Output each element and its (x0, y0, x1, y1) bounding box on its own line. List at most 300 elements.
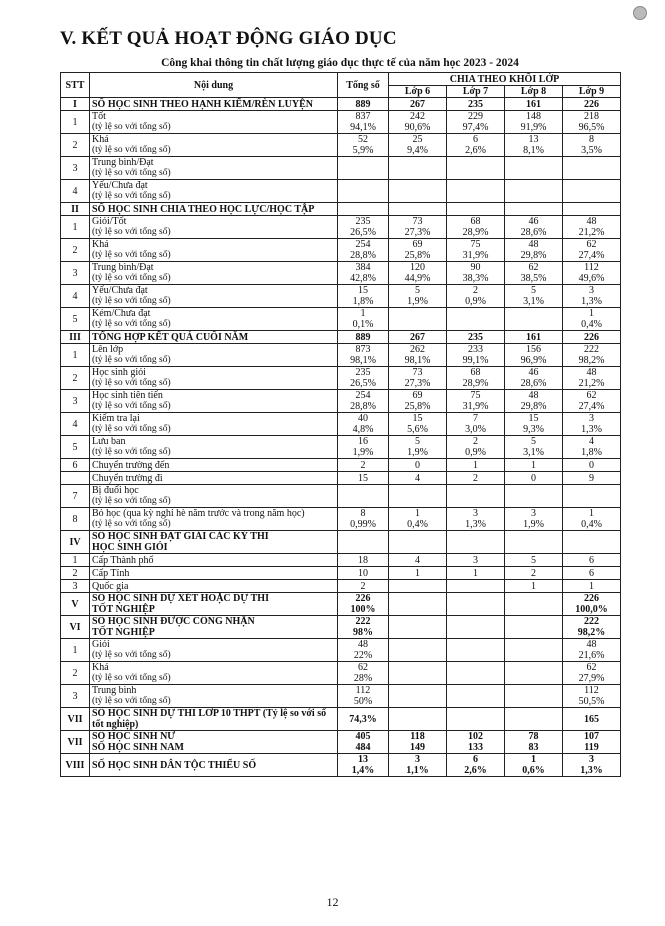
grade-9-cell (563, 285, 621, 308)
row-label-line: SỐ HỌC SINH NỮ (92, 731, 176, 742)
grade-6-value: 118 (410, 731, 425, 742)
grade-6-value: 0,4% (407, 519, 428, 530)
grade-8-value: 3,1% (523, 296, 544, 307)
grade-8-value: 62 (528, 262, 539, 273)
grade-9-value: 3,5% (581, 145, 602, 156)
grade-6-value: 90,6% (404, 122, 431, 133)
total-cell (338, 262, 389, 285)
row-label-line: Quốc gia (92, 580, 129, 592)
row-label (90, 134, 338, 157)
grade-9-value: 3 (589, 413, 594, 424)
total-value: 18 (358, 554, 368, 566)
grade-7-value: 75 (470, 239, 481, 250)
header-grade-group: CHIA THEO KHỐI LỚP (389, 73, 621, 86)
grade-6-cell (389, 111, 447, 134)
total-value: 100% (350, 604, 376, 615)
grade-8-cell (505, 134, 563, 157)
grade-7-value: 102 (468, 731, 483, 742)
grade-7-value: 3 (473, 554, 478, 566)
grade-9-value: 8 (589, 134, 594, 145)
grade-7-cell (447, 459, 505, 472)
table-row (61, 485, 621, 508)
table-row (61, 216, 621, 239)
grade-8-cell (505, 203, 563, 216)
table-row (61, 285, 621, 308)
grade-7-cell (447, 111, 505, 134)
grade-7-cell (447, 390, 505, 413)
total-cell (338, 616, 389, 639)
grade-9-value: 3 (589, 285, 594, 296)
grade-6-cell (389, 216, 447, 239)
grade-9-cell (563, 134, 621, 157)
grade-7-value: 68 (470, 216, 481, 227)
grade-6-cell (389, 708, 447, 731)
grade-9-cell (563, 459, 621, 472)
total-value: 10 (358, 567, 368, 579)
grade-7-value: 99,1% (462, 355, 489, 366)
total-value: 15 (358, 285, 368, 296)
row-label-line: (tỷ lệ so với tổng số) (92, 447, 171, 457)
row-label-line: SỐ HỌC SINH CHIA THEO HỌC LỰC/HỌC TẬP (92, 203, 315, 215)
grade-8-cell (505, 616, 563, 639)
grade-9-value: 218 (584, 111, 599, 122)
grade-7-value: 38,3% (462, 273, 489, 284)
total-value: 26,5% (350, 378, 376, 389)
grade-7-value: 90 (470, 262, 481, 273)
grade-7-value: 1 (473, 459, 478, 471)
grade-9-cell (563, 157, 621, 180)
row-label-line: Chuyển trường đến (92, 459, 170, 471)
grade-9-value: 49,6% (578, 273, 605, 284)
grade-8-cell (505, 593, 563, 616)
table-row (61, 134, 621, 157)
grade-7-cell (447, 485, 505, 508)
table-row (61, 580, 621, 593)
grade-8-value: 5 (531, 436, 536, 447)
row-label (90, 157, 338, 180)
grade-6-cell (389, 472, 447, 485)
table-row (61, 567, 621, 580)
grade-9-value: 226 (584, 98, 599, 110)
grade-8-cell (505, 331, 563, 344)
grade-8-cell (505, 308, 563, 331)
grade-8-cell (505, 180, 563, 203)
grade-6-value: 25 (412, 134, 423, 145)
row-number: 2 (61, 567, 90, 580)
row-number: 1 (61, 639, 90, 662)
total-value: 222 (355, 616, 371, 627)
row-label (90, 390, 338, 413)
grade-7-cell (447, 731, 505, 754)
row-number: V (61, 593, 90, 616)
grade-8-cell (505, 262, 563, 285)
grade-7-cell (447, 508, 505, 531)
grade-8-value: 29,8% (520, 250, 547, 261)
total-value: 4,8% (352, 424, 374, 435)
grade-6-cell (389, 639, 447, 662)
grade-7-value: 235 (468, 331, 483, 343)
grade-7-cell (447, 367, 505, 390)
grade-6-value: 73 (412, 367, 423, 378)
grade-8-value: 48 (528, 390, 539, 401)
row-number: 4 (61, 180, 90, 203)
grade-9-value: 21,2% (578, 378, 605, 389)
grade-6-cell (389, 157, 447, 180)
grade-6-cell (389, 567, 447, 580)
row-number: 1 (61, 111, 90, 134)
grade-9-cell (563, 390, 621, 413)
row-label-line: Kiểm tra lại (92, 413, 140, 424)
grade-6-value: 267 (410, 98, 425, 110)
grade-6-cell (389, 459, 447, 472)
grade-9-value: 21,6% (578, 650, 605, 661)
grade-7-cell (447, 239, 505, 262)
total-value: 226 (355, 593, 371, 604)
grade-8-value: 3,1% (523, 447, 544, 458)
row-label-line: Trung bình/Đạt (92, 157, 154, 168)
grade-9-value: 0,4% (581, 519, 602, 530)
grade-6-cell (389, 731, 447, 754)
section-row (61, 331, 621, 344)
grade-6-cell (389, 98, 447, 111)
total-cell (338, 413, 389, 436)
grade-9-cell (563, 593, 621, 616)
grade-8-value: 46 (528, 216, 539, 227)
section-row (61, 754, 621, 777)
row-label-line: Khá (92, 134, 109, 145)
table-row (61, 390, 621, 413)
grade-9-value: 4 (589, 436, 594, 447)
row-label-line: (tỷ lệ so với tổng số) (92, 673, 171, 683)
row-label-line: (tỷ lệ so với tổng số) (92, 250, 171, 260)
grade-9-value: 6 (589, 554, 594, 566)
grade-6-value: 69 (412, 390, 423, 401)
grade-9-cell (563, 180, 621, 203)
grade-9-cell (563, 580, 621, 593)
grade-9-value: 1 (589, 508, 594, 519)
grade-9-cell (563, 554, 621, 567)
grade-9-value: 107 (584, 731, 599, 742)
row-number: VI (61, 616, 90, 639)
total-value: 873 (355, 344, 371, 355)
grade-9-value: 3 (589, 754, 594, 765)
grade-8-value: 161 (526, 98, 541, 110)
table-row (61, 662, 621, 685)
grade-6-value: 69 (412, 239, 423, 250)
grade-6-cell (389, 580, 447, 593)
grade-8-cell (505, 731, 563, 754)
row-label (90, 308, 338, 331)
row-label (90, 531, 338, 554)
total-cell (338, 239, 389, 262)
total-value: 235 (355, 367, 371, 378)
grade-9-value: 96,5% (578, 122, 605, 133)
total-value: 28,8% (350, 401, 376, 412)
total-value: 28,8% (350, 250, 376, 261)
grade-7-cell (447, 203, 505, 216)
grade-9-cell (563, 331, 621, 344)
grade-6-value: 1,1% (406, 765, 429, 776)
row-label-line: Trung bình/Đạt (92, 262, 154, 273)
total-value: 254 (355, 239, 371, 250)
row-label-line: Học sinh giỏi (92, 367, 146, 378)
grade-9-value: 6 (589, 567, 594, 579)
table-row (61, 308, 621, 331)
grade-6-cell (389, 203, 447, 216)
grade-9-value: 112 (584, 685, 599, 696)
grade-9-value: 222 (584, 344, 599, 355)
total-value: 405 (355, 731, 371, 742)
grade-8-cell (505, 580, 563, 593)
total-value: 26,5% (350, 227, 376, 238)
grade-7-cell (447, 662, 505, 685)
grade-6-value: 242 (410, 111, 425, 122)
grade-8-value: 5 (531, 554, 536, 566)
grade-9-cell (563, 531, 621, 554)
total-cell (338, 367, 389, 390)
grade-6-value: 149 (410, 742, 425, 753)
total-value: 889 (355, 98, 371, 110)
grade-8-value: 2 (531, 567, 536, 579)
total-value: 15 (358, 472, 368, 484)
table-row (61, 554, 621, 567)
grade-8-value: 0 (531, 472, 536, 484)
row-label-line: (tỷ lệ so với tổng số) (92, 273, 171, 283)
total-value: 484 (355, 742, 371, 753)
grade-9-cell (563, 472, 621, 485)
row-number: 3 (61, 262, 90, 285)
grade-7-value: 97,4% (462, 122, 489, 133)
section-heading: V. KẾT QUẢ HOẠT ĐỘNG GIÁO DỤC (60, 28, 397, 49)
grade-6-value: 262 (410, 344, 425, 355)
grade-9-cell (563, 616, 621, 639)
grade-9-cell (563, 567, 621, 580)
table-row (61, 157, 621, 180)
table-row (61, 262, 621, 285)
row-label-line: (tỷ lệ so với tổng số) (92, 191, 171, 201)
grade-6-cell (389, 239, 447, 262)
total-value: 1,8% (352, 296, 374, 307)
row-label (90, 616, 338, 639)
table-row (61, 459, 621, 472)
grade-9-value: 9 (589, 472, 594, 484)
row-label-line: SỐ HỌC SINH THEO HẠNH KIỂM/RÈN LUYỆN (92, 98, 313, 110)
grade-8-cell (505, 754, 563, 777)
row-label (90, 203, 338, 216)
row-label-line: SỐ HỌC SINH ĐẠT GIẢI CÁC KỲ THI (92, 531, 269, 542)
total-cell (338, 472, 389, 485)
grade-7-cell (447, 413, 505, 436)
table-row (61, 639, 621, 662)
table-row (61, 180, 621, 203)
grade-9-value: 1,3% (580, 765, 603, 776)
grade-6-cell (389, 662, 447, 685)
row-number: 3 (61, 390, 90, 413)
grade-9-value: 0 (589, 459, 594, 471)
total-value: 52 (358, 134, 368, 145)
row-number: 2 (61, 134, 90, 157)
row-number: VIII (61, 754, 90, 777)
total-value: 0,1% (352, 319, 374, 330)
grade-7-cell (447, 616, 505, 639)
grade-9-cell (563, 754, 621, 777)
grade-8-value: 28,6% (520, 378, 547, 389)
total-value: 254 (355, 390, 371, 401)
row-label-line: Khá (92, 239, 109, 250)
total-cell (338, 111, 389, 134)
grade-8-value: 13 (528, 134, 539, 145)
grade-9-value: 119 (584, 742, 599, 753)
row-label-line: Yếu/Chưa đạt (92, 180, 148, 191)
row-number: II (61, 203, 90, 216)
grade-6-cell (389, 485, 447, 508)
grade-9-value: 1,3% (581, 296, 602, 307)
grade-7-value: 0,9% (465, 447, 486, 458)
row-number: 7 (61, 485, 90, 508)
row-label-line: Tốt (92, 111, 106, 122)
grade-6-value: 27,3% (404, 227, 431, 238)
grade-8-value: 1,9% (523, 519, 544, 530)
grade-6-value: 44,9% (404, 273, 431, 284)
row-label-line: (tỷ lệ so với tổng số) (92, 424, 171, 434)
total-value: 112 (355, 685, 371, 696)
grade-7-value: 3,0% (465, 424, 486, 435)
row-label (90, 754, 338, 777)
grade-8-value: 83 (528, 742, 539, 753)
grade-7-cell (447, 580, 505, 593)
section-row (61, 731, 621, 754)
row-number: 3 (61, 685, 90, 708)
grade-9-cell (563, 708, 621, 731)
row-number: VII (61, 708, 90, 731)
total-value: 0,99% (350, 519, 376, 530)
total-value: 384 (355, 262, 371, 273)
grade-9-cell (563, 98, 621, 111)
row-label-line: Cấp Thành phố (92, 554, 154, 566)
grade-6-value: 5 (415, 436, 420, 447)
row-number: 3 (61, 157, 90, 180)
grade-7-cell (447, 344, 505, 367)
row-label (90, 367, 338, 390)
row-label (90, 344, 338, 367)
grade-7-value: 2 (473, 472, 478, 484)
grade-6-value: 25,8% (404, 250, 431, 261)
total-cell (338, 554, 389, 567)
grade-9-value: 222 (584, 616, 599, 627)
row-number: 1 (61, 216, 90, 239)
grade-9-value: 226 (584, 331, 599, 343)
grade-7-cell (447, 308, 505, 331)
grade-6-cell (389, 754, 447, 777)
grade-9-cell (563, 367, 621, 390)
grade-8-value: 91,9% (520, 122, 547, 133)
row-label-line: Giỏi (92, 639, 110, 650)
total-value: 62 (358, 662, 368, 673)
row-label-line: (tỷ lệ so với tổng số) (92, 496, 171, 506)
total-cell (338, 508, 389, 531)
section-row (61, 616, 621, 639)
total-value: 1 (360, 308, 366, 319)
grade-9-value: 100,0% (575, 604, 608, 615)
total-cell (338, 662, 389, 685)
grade-7-value: 75 (470, 390, 481, 401)
corner-mark-icon (633, 6, 647, 20)
row-label (90, 580, 338, 593)
grade-7-cell (447, 331, 505, 344)
grade-9-value: 48 (586, 639, 597, 650)
table-row (61, 344, 621, 367)
grade-9-cell (563, 639, 621, 662)
grade-9-cell (563, 111, 621, 134)
row-label (90, 731, 338, 754)
grade-7-value: 6 (473, 754, 478, 765)
grade-8-value: 1 (531, 754, 536, 765)
grade-9-cell (563, 508, 621, 531)
row-label-line: Bỏ học (qua kỳ nghỉ hè năm trước và trong năm học) (92, 508, 305, 519)
grade-9-value: 1 (589, 580, 594, 592)
row-number: 1 (61, 344, 90, 367)
row-label-line: (tỷ lệ so với tổng số) (92, 145, 171, 155)
grade-6-value: 1 (415, 567, 420, 579)
row-label-line: (tỷ lệ so với tổng số) (92, 296, 171, 306)
total-cell (338, 754, 389, 777)
table-row (61, 685, 621, 708)
row-number (61, 472, 90, 485)
row-label-line: TỔNG HỢP KẾT QUẢ CUỐI NĂM (92, 331, 249, 343)
total-value: 889 (355, 331, 371, 343)
grade-9-cell (563, 262, 621, 285)
row-label (90, 639, 338, 662)
grade-8-cell (505, 472, 563, 485)
total-cell (338, 580, 389, 593)
grade-9-value: 62 (586, 662, 597, 673)
grade-7-value: 7 (473, 413, 478, 424)
grade-6-cell (389, 616, 447, 639)
total-value: 235 (355, 216, 371, 227)
table-row (61, 111, 621, 134)
grade-7-value: 6 (473, 134, 478, 145)
grade-8-value: 9,3% (523, 424, 544, 435)
header-grade-8: Lớp 8 (505, 86, 563, 98)
grade-7-value: 133 (468, 742, 483, 753)
row-label-line: (tỷ lệ so với tổng số) (92, 378, 171, 388)
header-stt: STT (61, 73, 90, 98)
grade-8-value: 29,8% (520, 401, 547, 412)
grade-6-value: 27,3% (404, 378, 431, 389)
grade-9-cell (563, 485, 621, 508)
total-cell (338, 567, 389, 580)
grade-8-cell (505, 344, 563, 367)
grade-7-cell (447, 754, 505, 777)
grade-7-cell (447, 554, 505, 567)
row-label-line: (tỷ lệ so với tổng số) (92, 168, 171, 178)
grade-9-cell (563, 344, 621, 367)
grade-8-cell (505, 216, 563, 239)
grade-7-value: 31,9% (462, 401, 489, 412)
row-number: 4 (61, 285, 90, 308)
row-label (90, 459, 338, 472)
row-label (90, 685, 338, 708)
section-row (61, 98, 621, 111)
grade-7-cell (447, 436, 505, 459)
row-label-line: TỐT NGHIỆP (92, 604, 155, 615)
grade-7-cell (447, 157, 505, 180)
total-cell (338, 708, 389, 731)
page-number: 12 (326, 895, 339, 909)
row-label-line: (tỷ lệ so với tổng số) (92, 650, 171, 660)
row-label-line: Yếu/Chưa đạt (92, 285, 148, 296)
grade-7-value: 28,9% (462, 378, 489, 389)
